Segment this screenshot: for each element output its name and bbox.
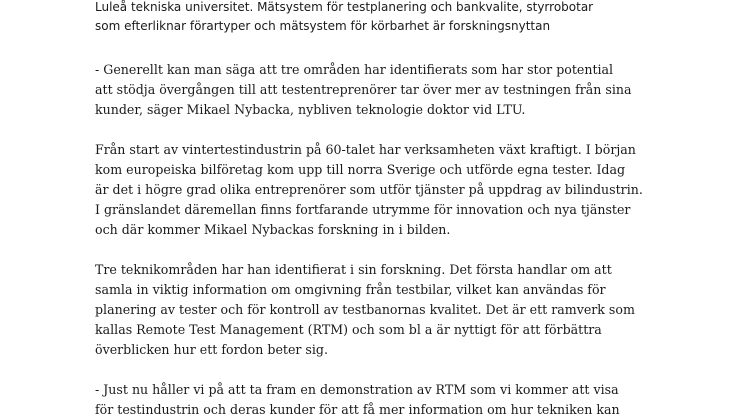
paragraph-1 [95,60,655,120]
text-line: kom europeiska bilföretag kom upp till norra Sverige och utförde egna tester. Idag [95,162,626,177]
text-line: Från start av vintertestindustrin på 60-talet har verksamheten växt kraftigt. I början [95,142,636,157]
text-line: kunder, säger Mikael Nybacka, nybliven teknologie doktor vid LTU. [95,102,526,117]
text-line: Tre teknikområden har han identifierat i sin forskning. Det första handlar om att [95,262,612,277]
lead-line: som efterliknar förartyper och mätsystem för körbarhet är forskningsnyttan [95,18,551,33]
article-body [95,60,655,419]
lead-line: Luleå tekniska universitet. Mätsystem för testplanering och bankvalite, styrrobotar [95,0,594,14]
text-line: planering av tester och för kontroll av testbanornas kvalitet. Det är ett ramverk som [95,302,635,317]
text-line: överblicken hur ett fordon beter sig. [95,342,328,357]
text-line: och där kommer Mikael Nybackas forskning in i bilden. [95,222,451,237]
paragraph-2 [95,140,655,240]
text-line: för testindustrin och deras kunder för att få mer information om hur tekniken kan [95,402,620,417]
text-line: är det i högre grad olika entreprenörer som utför tjänster på uppdrag av bilindustrin. [95,182,643,197]
text-line: I gränslandet däremellan finns fortfarande utrymme för innovation och nya tjänster [95,202,631,217]
text-line: kallas Remote Test Management (RTM) och som bl a är nyttigt för att förbättra [95,322,602,337]
text-line: att stödja övergången till att testentreprenörer tar över mer av testningen från sina [95,82,632,97]
lead-text [95,0,655,35]
paragraph-4 [95,380,655,419]
text-line: samla in viktig information om omgivning från testbilar, vilket kan användas för [95,282,606,297]
text-line: - Generellt kan man säga att tre områden har identifierats som har stor potential [95,62,614,77]
text-line: - Just nu håller vi på att ta fram en demonstration av RTM som vi kommer att visa [95,382,619,397]
paragraph-3 [95,260,655,360]
